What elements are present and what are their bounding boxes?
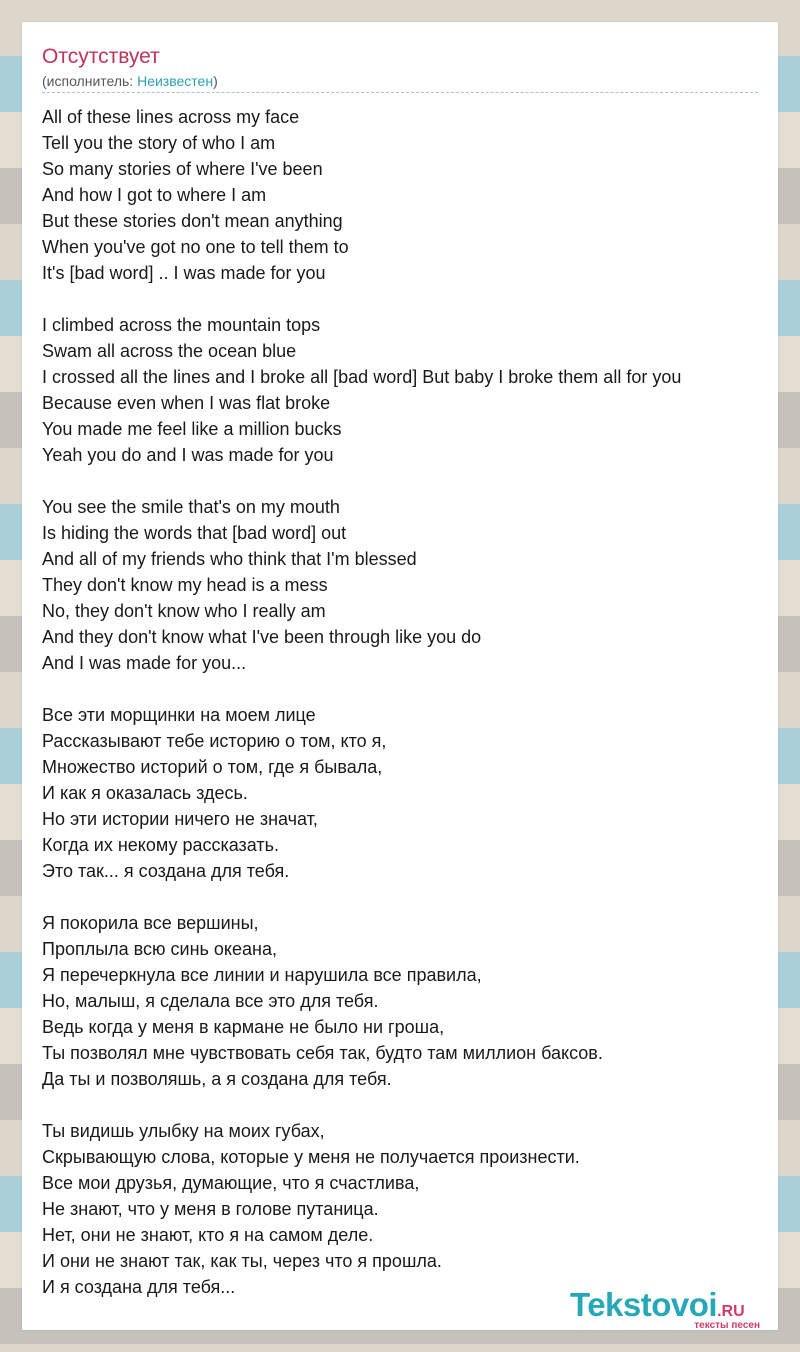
- lyric-line: И они не знают так, как ты, через что я прошла.: [42, 1251, 442, 1271]
- lyric-line: No, they don't know who I really am: [42, 601, 326, 621]
- lyric-line: И я создана для тебя...: [42, 1277, 236, 1297]
- lyric-line: And I was made for you...: [42, 653, 247, 673]
- header-divider: [42, 92, 758, 93]
- lyric-line: Я покорила все вершины,: [42, 913, 259, 933]
- lyric-line: It's [bad word] .. I was made for you: [42, 263, 326, 283]
- lyric-line: Is hiding the words that [bad word] out: [42, 523, 347, 543]
- lyric-line: Я перечеркнула все линии и нарушила все правила,: [42, 965, 482, 985]
- lyrics-body: [42, 104, 777, 1326]
- logo-tagline: тексты песен: [694, 1320, 760, 1331]
- lyric-line: Это так... я создана для тебя.: [42, 861, 290, 881]
- lyric-line: И как я оказалась здесь.: [42, 783, 248, 803]
- artist-prefix: (исполнитель:: [42, 73, 138, 89]
- lyric-line: Проплыла всю синь океана,: [42, 939, 277, 959]
- lyric-line: Все эти морщинки на моем лице: [42, 705, 316, 725]
- artist-suffix: ): [213, 73, 218, 89]
- lyric-line: Множество историй о том, где я бывала,: [42, 757, 383, 777]
- lyric-line: Tell you the story of who I am: [42, 133, 276, 153]
- lyric-line: Because even when I was flat broke: [42, 393, 331, 413]
- lyric-line: When you've got no one to tell them to: [42, 237, 349, 257]
- logo-main-text: Tekstovoi: [570, 1286, 718, 1323]
- lyric-line: So many stories of where I've been: [42, 159, 323, 179]
- lyric-line: And all of my friends who think that I'm blessed: [42, 549, 417, 569]
- lyric-line: Но, малыш, я сделала все это для тебя.: [42, 991, 379, 1011]
- lyric-line: You made me feel like a million bucks: [42, 419, 342, 439]
- lyric-line: I crossed all the lines and I broke all [bad word] But baby I broke them all for you: [42, 367, 682, 387]
- lyric-line: And how I got to where I am: [42, 185, 267, 205]
- song-title: Отсутствует: [42, 45, 160, 68]
- lyric-line: Ты видишь улыбку на моих губах,: [42, 1121, 325, 1141]
- stanza: [42, 312, 777, 468]
- lyric-line: I climbed across the mountain tops: [42, 315, 321, 335]
- stanza: [42, 1118, 777, 1300]
- lyric-line: Не знают, что у меня в голове путаница.: [42, 1199, 379, 1219]
- lyric-line: All of these lines across my face: [42, 107, 300, 127]
- stanza: [42, 494, 777, 676]
- lyric-line: Рассказывают тебе историю о том, кто я,: [42, 731, 387, 751]
- lyric-line: Когда их некому рассказать.: [42, 835, 280, 855]
- lyric-line: Swam all across the ocean blue: [42, 341, 297, 361]
- lyrics-card: [22, 22, 778, 1330]
- lyric-line: Все мои друзья, думающие, что я счастлива,: [42, 1173, 420, 1193]
- artist-line: [42, 72, 218, 90]
- stanza: [42, 702, 777, 884]
- lyric-line: You see the smile that's on my mouth: [42, 497, 340, 517]
- site-logo[interactable]: [570, 1288, 780, 1332]
- lyric-line: Ты позволял мне чувствовать себя так, будто там миллион баксов.: [42, 1043, 603, 1063]
- lyric-line: Нет, они не знают, кто я на самом деле.: [42, 1225, 374, 1245]
- stanza: [42, 104, 777, 286]
- lyric-line: Да ты и позволяшь, а я создана для тебя.: [42, 1069, 392, 1089]
- stanza: [42, 910, 777, 1092]
- lyric-line: Но эти истории ничего не значат,: [42, 809, 318, 829]
- lyric-line: But these stories don't mean anything: [42, 211, 343, 231]
- logo-domain-suffix: .RU: [717, 1303, 745, 1320]
- lyric-line: They don't know my head is a mess: [42, 575, 328, 595]
- lyric-line: And they don't know what I've been through like you do: [42, 627, 482, 647]
- artist-name-link[interactable]: Неизвестен: [137, 73, 214, 89]
- lyric-line: Скрывающую слова, которые у меня не получается произнести.: [42, 1147, 580, 1167]
- lyric-line: Ведь когда у меня в кармане не было ни гроша,: [42, 1017, 445, 1037]
- lyric-line: Yeah you do and I was made for you: [42, 445, 334, 465]
